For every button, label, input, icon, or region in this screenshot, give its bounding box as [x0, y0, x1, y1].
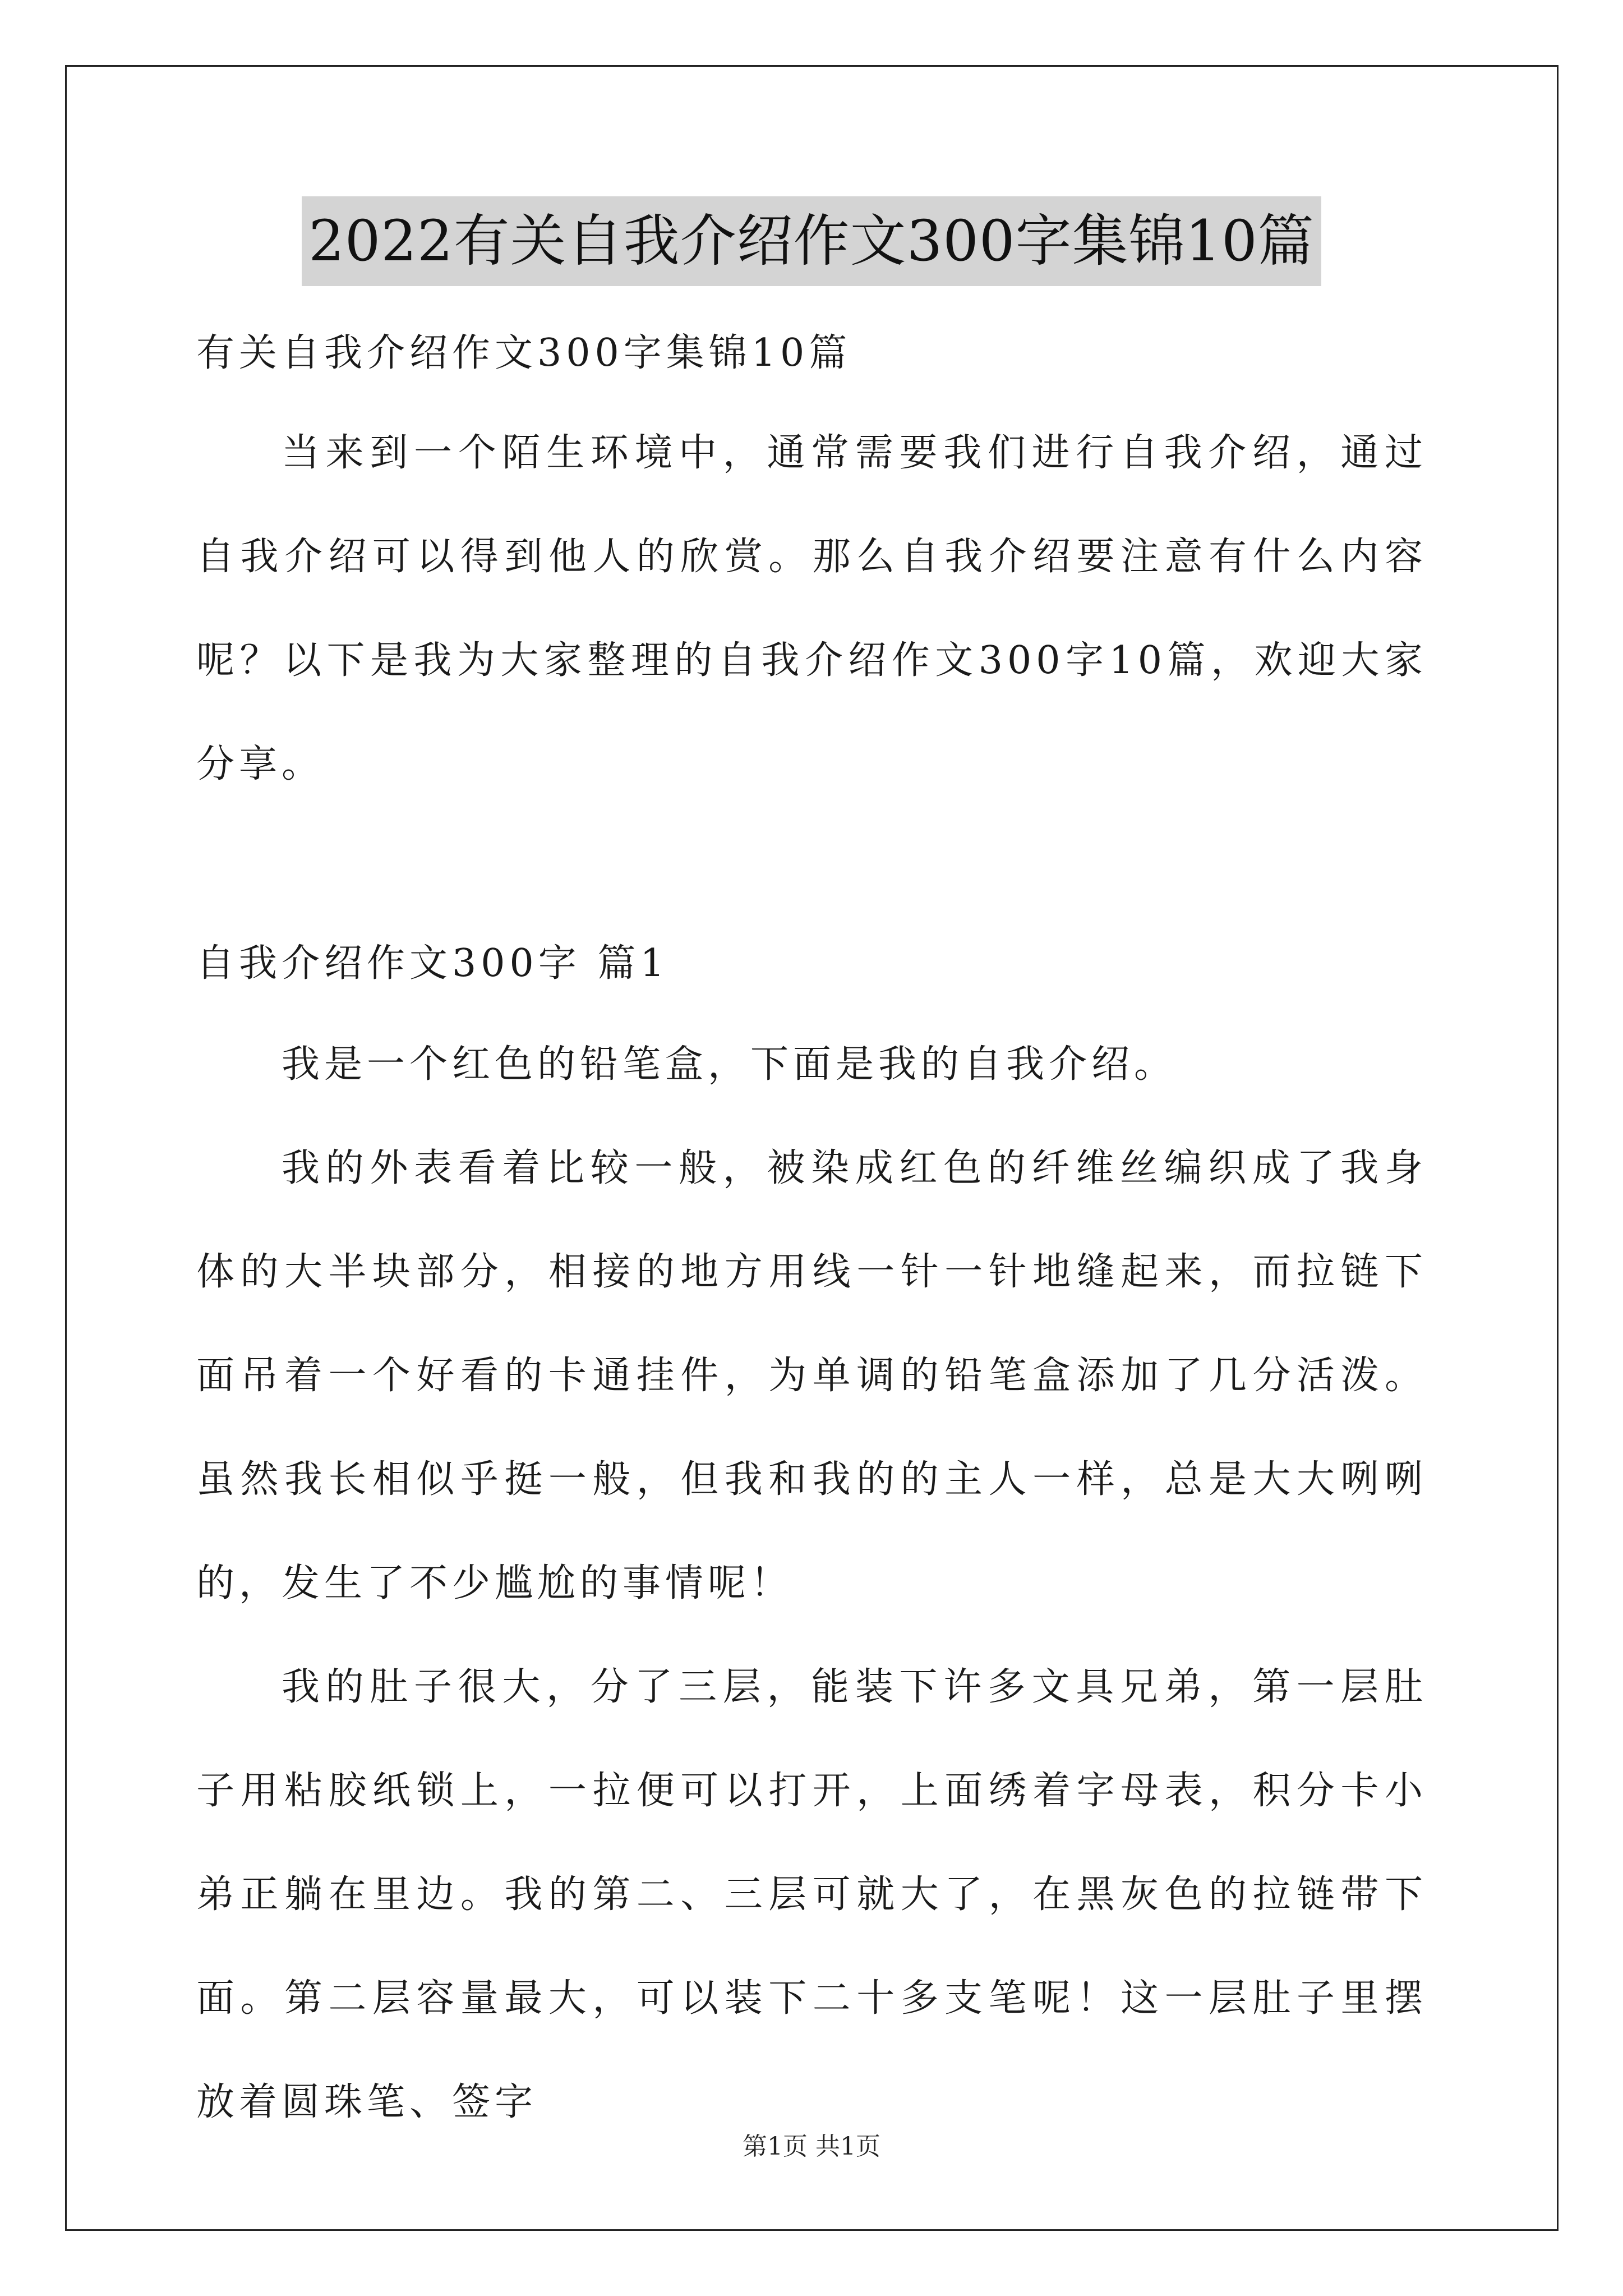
body-paragraph: 我是一个红色的铅笔盒，下面是我的自我介绍。: [282, 1042, 1177, 1087]
body-paragraph: 我的外表看着比较一般，被染成红色的纤维丝编织成了我身体的大半块部分，相接的地方用线一针一针地缝起来，而拉链下面吊着一个好看的卡通挂件，为单调的铅笔盒添加了几分活泼。虽然我长相似乎挺一般，但我和我的的主人一样，总是大大咧咧的，发生了不少尴尬的事情呢！: [196, 1146, 1427, 1605]
title-container: [0, 196, 1623, 286]
section-spacer: [196, 816, 1427, 914]
document-title: 2022有关自我介绍作文300字集锦10篇: [302, 196, 1321, 286]
section-heading: 自我介绍作文300字 篇1: [196, 941, 669, 986]
page-footer: 第1页 共1页: [743, 2132, 880, 2161]
intro-paragraph: 当来到一个陌生环境中，通常需要我们进行自我介绍，通过自我介绍可以得到他人的欣赏。那么自我介绍要注意有什么内容呢？以下是我为大家整理的自我介绍作文300字10篇，欢迎大家分享。: [196, 431, 1427, 786]
body-paragraph: 我的肚子很大，分了三层，能装下许多文具兄弟，第一层肚子用粘胶纸锁上，一拉便可以打开，上面绣着字母表，积分卡小弟正躺在里边。我的第二、三层可就大了，在黑灰色的拉链带下面。第二层容量最大，可以装下二十多支笔呢！这一层肚子里摆放着圆珠笔、签字: [196, 1665, 1427, 2124]
document-body: [196, 306, 1427, 2154]
document-subtitle: 有关自我介绍作文300字集锦10篇: [196, 331, 852, 375]
